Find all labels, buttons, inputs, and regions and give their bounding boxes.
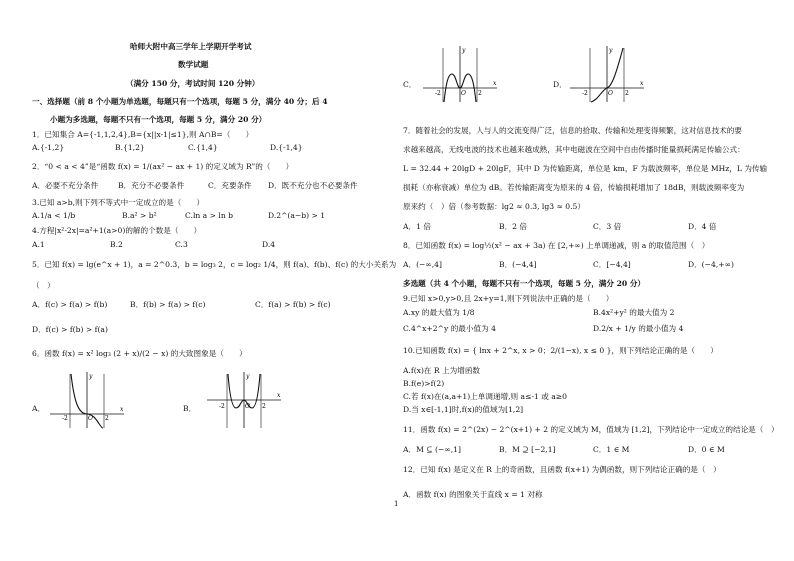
q6-graph-d bbox=[568, 44, 648, 104]
q12-option-a: A．函数 f(x) 的图象关于直线 x = 1 对称 bbox=[403, 490, 543, 499]
tick-2: 2 bbox=[478, 90, 482, 97]
q4-option-d: D.4 bbox=[262, 240, 276, 249]
origin-label: O bbox=[88, 415, 93, 422]
q6-graph-c bbox=[421, 44, 501, 104]
page-number: 1 bbox=[394, 500, 399, 508]
q7-line-5: 原来约（ ）倍（参考数据：lg2 ≈ 0.3, lg3 ≈ 0.5） bbox=[403, 202, 585, 211]
q8-option-b: B．(−4,4] bbox=[499, 260, 537, 269]
exam-subtitle: 数学试题 bbox=[178, 60, 209, 69]
q5-stem-end: （ ） bbox=[32, 281, 55, 290]
q8-stem: 8．已知函数 f(x) = log½(x² − ax + 3a) 在 [2,+∞) 上单调递减，则 a 的取值范围（ ） bbox=[403, 241, 710, 250]
q6-label-a: A． bbox=[32, 404, 46, 413]
section1-heading-2: 小题为多选题，每题不只有一个选项，每题 5 分，满分 20 分） bbox=[50, 115, 267, 124]
q9-stem: 9.已知 x>0,y>0,且 2x+y=1,则下列说法中正确的是（ ） bbox=[403, 294, 614, 303]
q11-option-c: C．1 ∈ M bbox=[593, 445, 630, 454]
q5-option-b: B．f(b) > f(a) > f(c) bbox=[130, 300, 206, 309]
tick-2: 2 bbox=[625, 90, 629, 97]
section2-heading: 多选题（共 4 个小题，每题不只有一个选项，每题 5 分，满分 20 分） bbox=[403, 279, 646, 288]
q7-line-3: L = 32.44 + 20lgD + 20lgF，其中 D 为传输距离，单位是 km，F 为载波频率，单位是 MHz，L 为传输 bbox=[403, 164, 768, 173]
y-label: y bbox=[609, 47, 613, 54]
q6-label-c: C． bbox=[403, 80, 417, 89]
q6-graph-a bbox=[48, 370, 128, 430]
q9-option-c: C.4^x+2^y 的最小值为 4 bbox=[403, 324, 496, 333]
q3-option-d: D.2^(a−b) > 1 bbox=[268, 211, 326, 220]
q11-stem: 11．函数 f(x) = 2^(2x) − 2^(x+1) + 2 的定义域为 M，值域为 [1,2]，下列结论中一定成立的结论是（ ） bbox=[403, 425, 779, 434]
tick-minus-2: -2 bbox=[62, 415, 68, 422]
exam-title: 哈师大附中高三学年上学期开学考试 bbox=[130, 42, 252, 51]
q5-option-a: A．f(c) > f(a) > f(b) bbox=[32, 300, 108, 309]
q2-option-c: C．充要条件 bbox=[208, 181, 252, 190]
q7-line-1: 7．随着社会的发展，人与人的交流变得广泛，信息的拾取、传输和处理变得频繁，这对信息技术的要 bbox=[403, 126, 742, 135]
q6-label-d: D． bbox=[553, 80, 567, 89]
y-label: y bbox=[89, 373, 93, 380]
origin-label: O bbox=[245, 403, 250, 410]
q1-stem: 1．已知集合 A={-1,1,2,4},B={x||x-1|≤1},则 A∩B=（ ） bbox=[32, 130, 254, 139]
q3-option-a: A.1/a < 1/b bbox=[32, 211, 76, 220]
section1-heading-1: 一、选择题（前 8 个小题为单选题，每题只有一个选项，每题 5 分，满分 40 分；后 4 bbox=[32, 97, 328, 106]
y-label: y bbox=[246, 373, 250, 380]
q9-option-d: D.2/x + 1/y 的最小值为 4 bbox=[593, 324, 684, 333]
q1-option-d: D.{-1,4} bbox=[270, 143, 303, 152]
x-label: x bbox=[120, 406, 124, 413]
q7-line-2: 求越来越高，无线电波的技术也越来越成熟，其中电磁波在空间中自由传播时能量损耗满足传输公式： bbox=[403, 145, 745, 154]
q5-option-d: D．f(c) > f(b) > f(a) bbox=[32, 325, 108, 334]
q1-option-b: B.{1,2} bbox=[115, 143, 145, 152]
q10-option-a: A.f(x)在 R 上为增函数 bbox=[403, 366, 481, 375]
q2-option-d: D．既不充分也不必要条件 bbox=[268, 181, 358, 190]
q9-option-a: A.xy 的最大值为 1/8 bbox=[403, 308, 475, 317]
q4-option-c: C.3 bbox=[175, 240, 188, 249]
q10-option-c: C.若 f(x)在(a,a+1)上单调递增,则 a≤-1 或 a≥0 bbox=[403, 392, 567, 401]
q3-option-b: B.a² > b² bbox=[122, 211, 157, 220]
q7-line-4: 损耗（亦称衰减）单位为 dB。若传输距离变为原来的 4 倍，传输损耗增加了 18dB，则载波频率变为 bbox=[403, 183, 745, 192]
q7-option-c: C．3 倍 bbox=[593, 222, 622, 231]
q1-option-a: A.{-1,2} bbox=[32, 143, 65, 152]
q11-option-d: D．0 ∈ M bbox=[688, 445, 725, 454]
q4-option-a: A.1 bbox=[32, 240, 45, 249]
q2-option-a: A．必要不充分条件 bbox=[32, 181, 99, 190]
exam-info: （满分 150 分，考试时间 120 分钟） bbox=[126, 79, 260, 88]
q2-stem: 2．“0 < a < 4”是“函数 f(x) = 1/(ax² − ax + 1) 的定义域为 R”的（ ） bbox=[32, 162, 294, 171]
q3-option-c: C.ln a > ln b bbox=[185, 211, 233, 220]
q6-graph-b bbox=[205, 370, 285, 430]
q8-option-c: C．[−4,4] bbox=[593, 260, 631, 269]
tick-minus-2: -2 bbox=[582, 90, 588, 97]
y-label: y bbox=[462, 47, 466, 54]
q10-option-d: D.当 x∈[-1,1]时,f(x)的值域为[1,2] bbox=[403, 405, 524, 414]
x-label: x bbox=[493, 80, 497, 87]
q11-option-a: A．M ⊆ (−∞,1] bbox=[403, 445, 461, 454]
q6-stem: 6．函数 f(x) = x² log₃ (2 + x)/(2 − x) 的大致图象是（ ） bbox=[32, 349, 247, 358]
origin-label: O bbox=[461, 90, 466, 97]
q11-option-b: B．M ⊇ [−2,1] bbox=[499, 445, 556, 454]
tick-minus-2: -2 bbox=[435, 90, 441, 97]
tick-2: 2 bbox=[105, 415, 109, 422]
origin-label: O bbox=[608, 90, 613, 97]
q4-option-b: B.2 bbox=[110, 240, 123, 249]
q5-stem: 5．已知 f(x) = lg(e^x + 1)，a = 2^0.3，b = log₃ 2，c = log₂ 1/4，则 f(a)、f(b)、f(c) 的大小关系为 bbox=[32, 260, 397, 269]
q2-option-b: B．充分不必要条件 bbox=[118, 181, 185, 190]
q7-option-a: A．1 倍 bbox=[403, 222, 431, 231]
q7-option-d: D．4 倍 bbox=[688, 222, 717, 231]
q9-option-b: B.4x²+y² 的最大值为 2 bbox=[593, 308, 675, 317]
q7-option-b: B．2 倍 bbox=[499, 222, 528, 231]
q1-option-c: C.{1,4} bbox=[188, 143, 218, 152]
q3-stem: 3.已知 a>b,则下列不等式中一定成立的是（ ） bbox=[32, 198, 205, 207]
q6-label-b: B． bbox=[183, 404, 197, 413]
q10-stem: 10.已知函数 f(x) = { lnx + 2^x, x > 0；2/(1−x), x ≤ 0 }，则下列结论正确的是（ ） bbox=[403, 346, 718, 355]
q5-option-c: C．f(a) > f(b) > f(c) bbox=[255, 300, 331, 309]
tick-2: 2 bbox=[262, 403, 266, 410]
q10-option-b: B.f(e)>f(2) bbox=[403, 379, 445, 388]
q8-option-a: A．(−∞,4] bbox=[403, 260, 442, 269]
x-label: x bbox=[640, 80, 644, 87]
q8-option-d: D．(−4,+∞) bbox=[688, 260, 734, 269]
q4-stem: 4.方程|x²-2x|=a²+1(a>0)的解的个数是（ ） bbox=[32, 226, 202, 235]
tick-minus-2: -2 bbox=[219, 403, 225, 410]
q12-stem: 12．已知 f(x) 是定义在 R 上的奇函数，且函数 f(x+1) 为偶函数，则下列结论正确的是（ ） bbox=[403, 465, 721, 474]
x-label: x bbox=[277, 392, 281, 399]
